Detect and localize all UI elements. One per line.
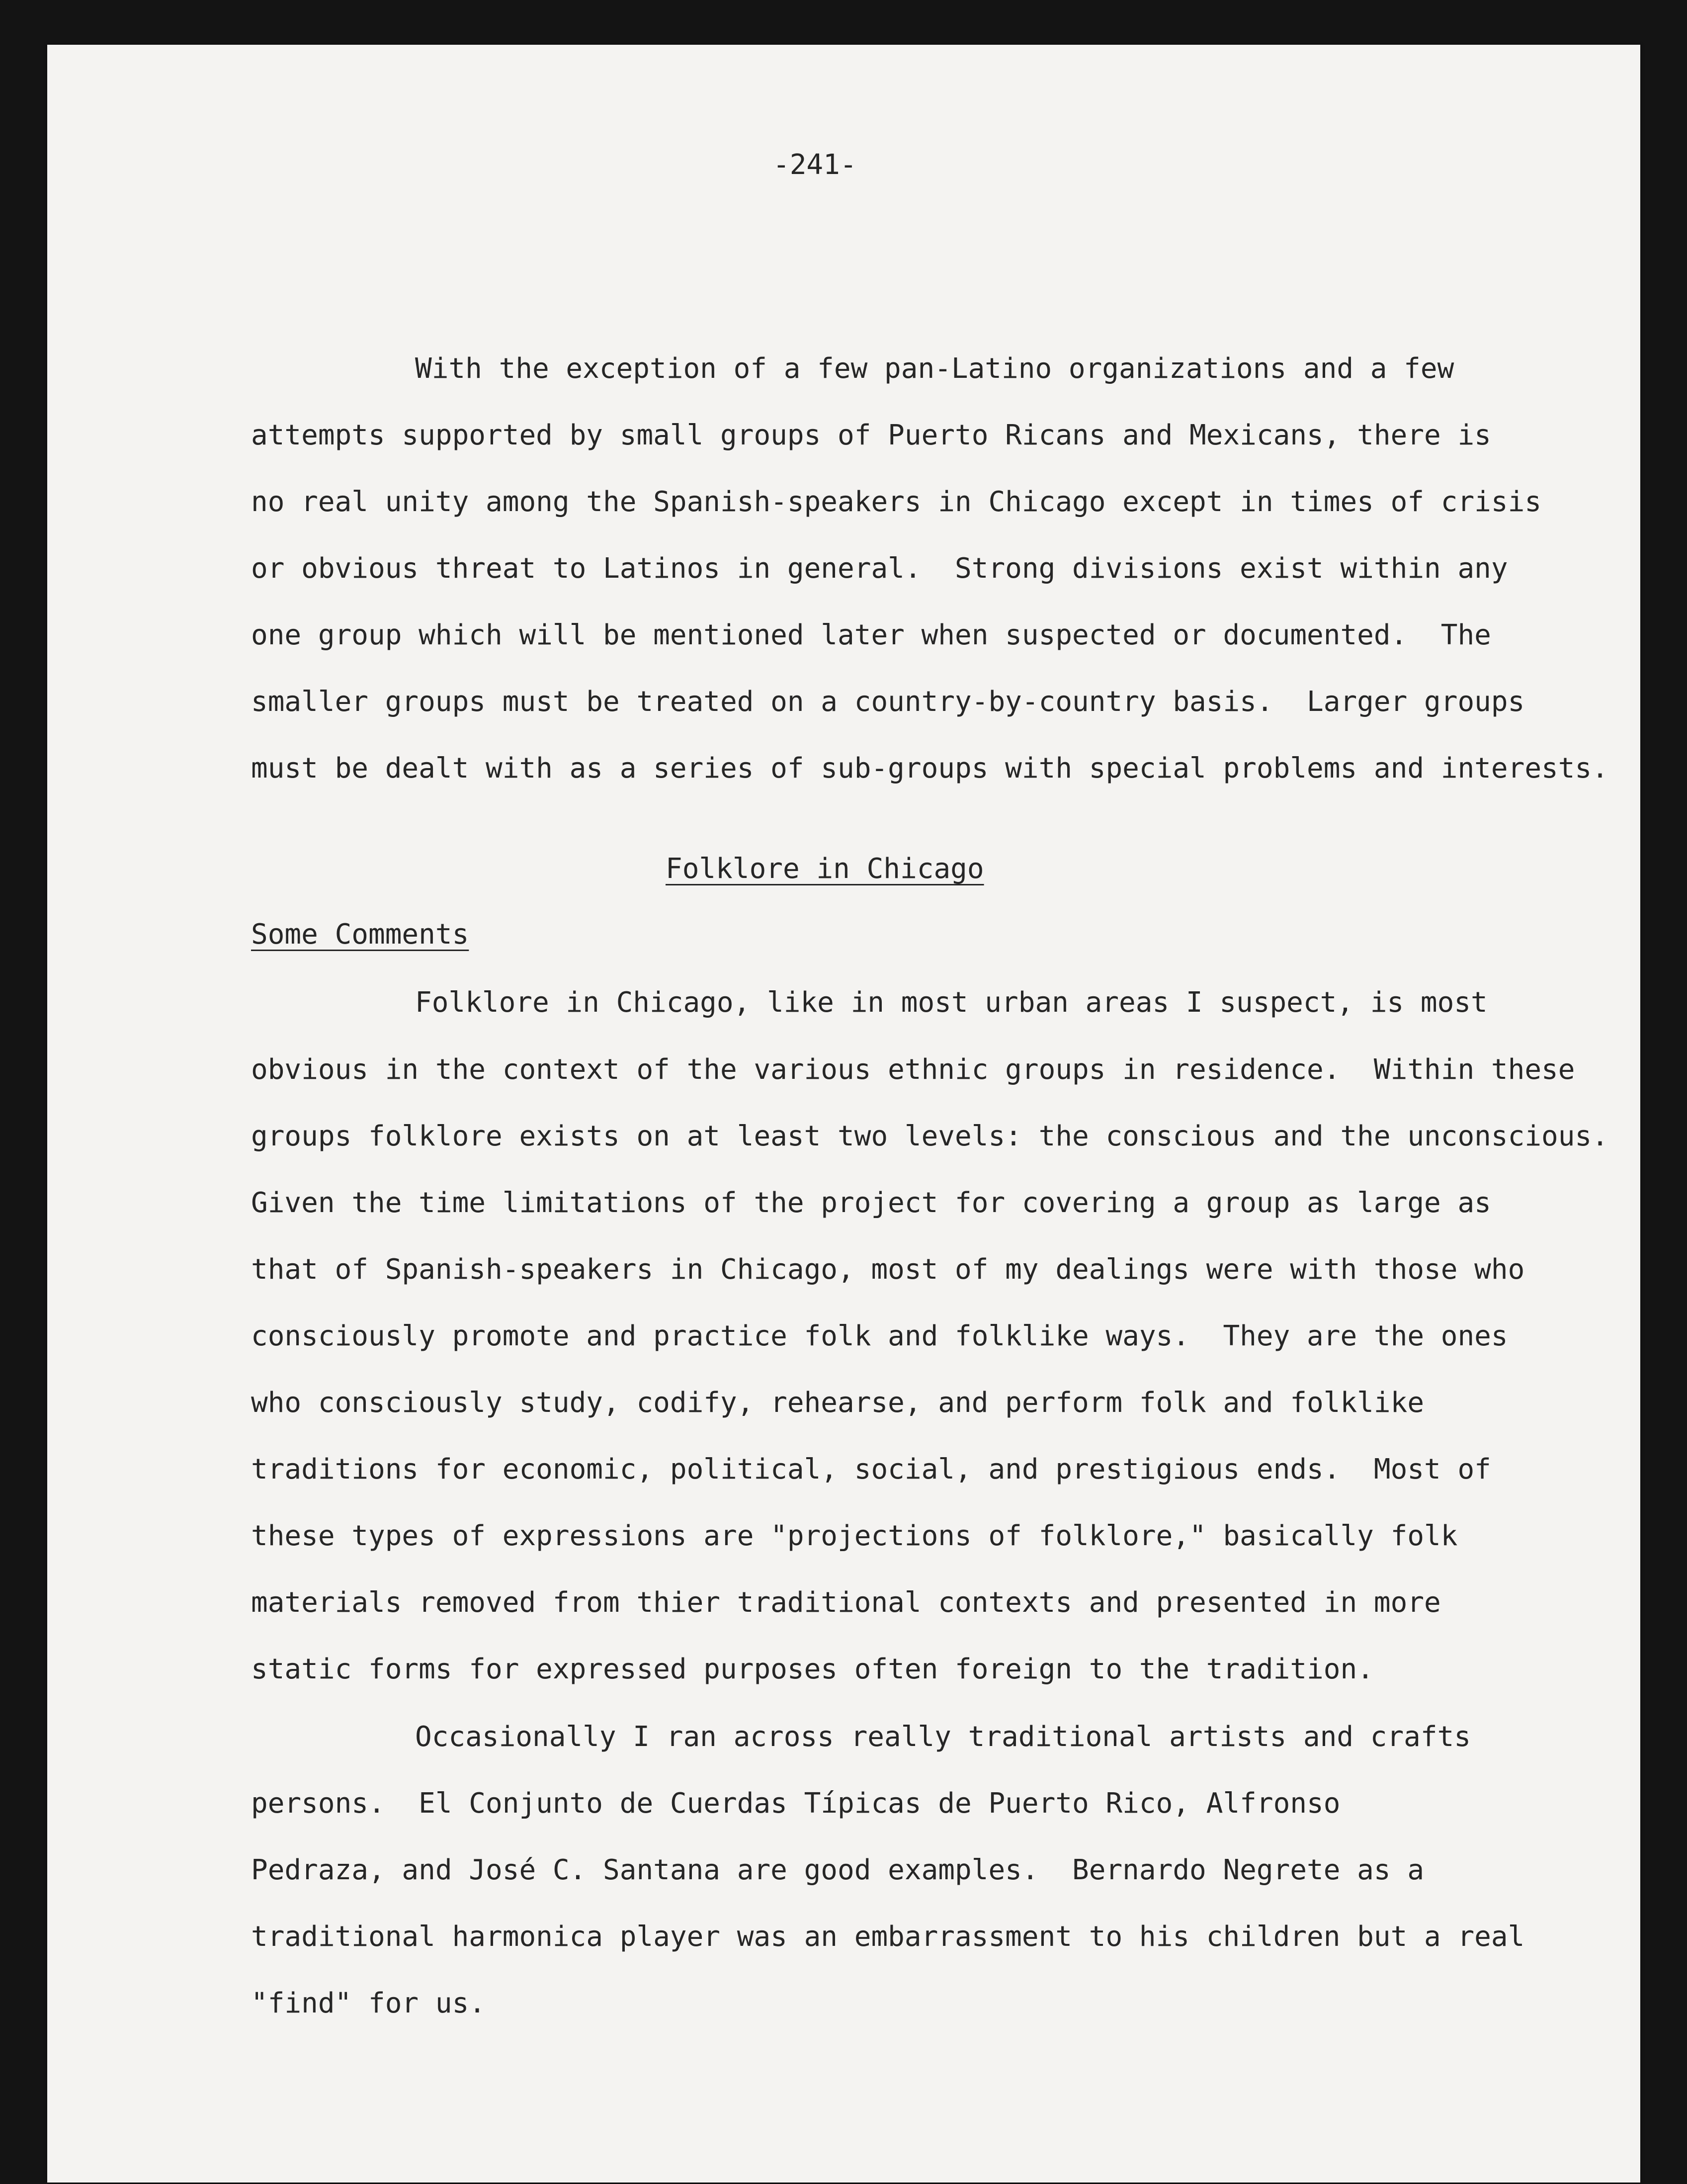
paragraph1-line3: no real unity among the Spanish-speakers in Chicago except in times of crisis bbox=[251, 486, 1542, 518]
paragraph2-line7: who consciously study, codify, rehearse, and perform folk and folklike bbox=[251, 1387, 1425, 1419]
paragraph3-line4: traditional harmonica player was an embarrassment to his children but a real bbox=[251, 1921, 1525, 1953]
paragraph2-line5: that of Spanish-speakers in Chicago, most of my dealings were with those who bbox=[251, 1253, 1525, 1286]
paragraph2-line11: static forms for expressed purposes often foreign to the tradition. bbox=[251, 1653, 1374, 1685]
paragraph2-line2: obvious in the context of the various ethnic groups in residence. Within these bbox=[251, 1053, 1575, 1086]
page-number: -241- bbox=[773, 149, 857, 181]
paragraph1-line6: smaller groups must be treated on a country-by-country basis. Larger groups bbox=[251, 686, 1525, 718]
paragraph1-line2: attempts supported by small groups of Puerto Ricans and Mexicans, there is bbox=[251, 419, 1491, 451]
paragraph3-line5: "find" for us. bbox=[251, 1987, 486, 2019]
section-heading: Folklore in Chicago bbox=[666, 853, 984, 885]
paragraph1-line7: must be dealt with as a series of sub-groups with special problems and interests. bbox=[251, 752, 1608, 785]
section-subheading: Some Comments bbox=[251, 918, 469, 951]
paragraph2-line10: materials removed from thier traditional contexts and presented in more bbox=[251, 1586, 1441, 1619]
paragraph1-line5: one group which will be mentioned later when suspected or documented. The bbox=[251, 619, 1491, 651]
paragraph3-line2: persons. El Conjunto de Cuerdas Típicas de Puerto Rico, Alfronso bbox=[251, 1787, 1341, 1820]
paragraph2-line9: these types of expressions are "projections of folklore," basically folk bbox=[251, 1520, 1458, 1552]
paragraph2-line8: traditions for economic, political, social, and prestigious ends. Most of bbox=[251, 1453, 1491, 1485]
paragraph3-line3: Pedraza, and José C. Santana are good examples. Bernardo Negrete as a bbox=[251, 1854, 1425, 1886]
paragraph2-line3: groups folklore exists on at least two levels: the conscious and the unconscious. bbox=[251, 1120, 1608, 1152]
paragraph2-line4: Given the time limitations of the project for covering a group as large as bbox=[251, 1187, 1491, 1219]
paragraph1-line4: or obvious threat to Latinos in general. Strong divisions exist within any bbox=[251, 552, 1508, 585]
paragraph2-line6: consciously promote and practice folk and folklike ways. They are the ones bbox=[251, 1320, 1508, 1352]
paragraph2-line1: Folklore in Chicago, like in most urban areas I suspect, is most bbox=[415, 986, 1488, 1019]
paragraph3-line1: Occasionally I ran across really traditional artists and crafts bbox=[415, 1721, 1471, 1753]
paragraph1-line1: With the exception of a few pan-Latino organizations and a few bbox=[415, 352, 1454, 385]
